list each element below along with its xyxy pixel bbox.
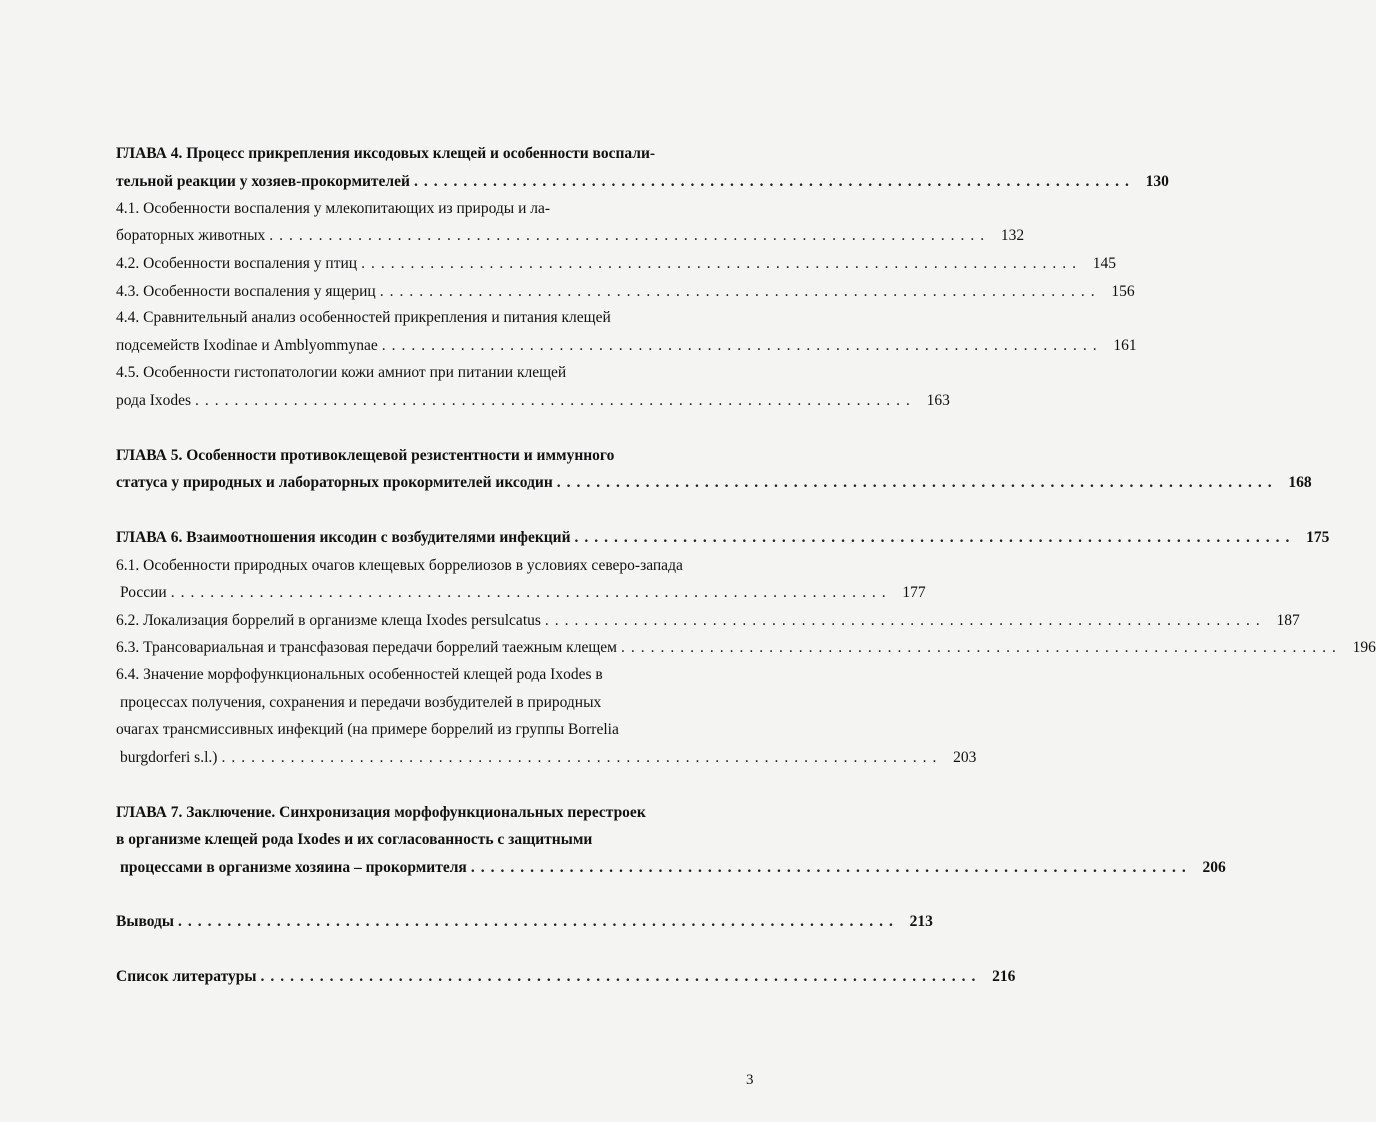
item-4-5-page: 163 [926,392,950,409]
leader-dots: ......................................................................... [177,913,899,930]
ch7-title-line2: в организме клещей рода Ixodes и их согласованность с защитными [116,831,593,848]
leader-dots: ......................................................................... [170,584,892,601]
item-6-1-line1: 6.1. Особенности природных очагов клещевых боррелиозов в условиях северо-запада [116,557,683,574]
item-4-4-page: 161 [1113,337,1137,354]
ch4-title-line2 [116,172,1169,192]
leader-dots: ......................................................................... [620,639,1342,656]
leader-dots: ......................................................................... [413,173,1135,190]
leader-dots: ......................................................................... [574,529,1296,546]
leader-dots: ......................................................................... [361,255,1082,272]
leader-dots: ......................................................................... [556,474,1278,491]
ch4-page: 130 [1145,173,1169,190]
item-4-2-page: 145 [1092,255,1116,272]
item-6-2-page: 187 [1276,612,1300,629]
item-4-4-line2: подсемейств Ixodinae и Amblyommynae ......................................................................... 161 [116,337,1137,354]
leader-dots: ......................................................................... [379,283,1101,300]
item-4-1-line2: бораторных животных ......................................................................... 132 [116,227,1025,244]
ch6-title: ГЛАВА 6. Взаимоотношения иксодин с возбудителями инфекций ......................................................................... 175 [116,529,1330,546]
ch5-title-line2: статуса у природных и лабораторных прокормителей иксодин ......................................................................... 168 [116,474,1312,491]
conclusions-page: 213 [909,913,933,930]
ch5-title-line1: ГЛАВА 5. Особенности противоклещевой резистентности и иммунного [116,447,615,464]
item-6-4-line2: процессах получения, сохранения и передачи возбудителей в природных [120,694,602,711]
item-4-2: 4.2. Особенности воспаления у птиц ......................................................................... 145 [116,255,1116,272]
leader-dots: ......................................................................... [544,612,1266,629]
leader-dots: ......................................................................... [221,749,943,766]
item-4-3-page: 156 [1111,283,1135,300]
references-page: 216 [992,968,1016,985]
item-6-3: 6.3. Трансовариальная и трансфазовая передачи боррелий таежным клещем ......................................................................... 196 [116,639,1376,656]
item-4-1-page: 132 [1000,227,1025,244]
ch4-title-text: тельной реакции у хозяев-прокормителей [116,173,410,190]
item-6-1-page: 177 [902,584,926,601]
item-4-1-line1: 4.1. Особенности воспаления у млекопитающих из природы и ла- [116,200,551,217]
item-6-4-line3: очагах трансмиссивных инфекций (на примере боррелий из группы Borrelia [116,721,619,738]
conclusions: Выводы ......................................................................... 213 [116,913,933,930]
item-4-3: 4.3. Особенности воспаления у ящериц ......................................................................... 156 [116,283,1135,300]
item-6-1-line2: России ......................................................................... 177 [120,584,926,601]
ch6-page: 175 [1306,529,1330,546]
leader-dots: ......................................................................... [195,392,916,409]
ch7-title-line3: процессами в организме хозяина – прокормителя ......................................................................... 206 [120,859,1226,876]
references: Список литературы ......................................................................... 216 [116,968,1016,985]
item-6-4-line1: 6.4. Значение морфофункциональных особенностей клещей рода Ixodes в [116,666,603,683]
item-6-4-line4: burgdorferi s.l.) ......................................................................... 203 [120,749,977,766]
ch7-page: 206 [1202,859,1226,876]
ch5-page: 168 [1288,474,1312,491]
ch4-title-line1: ГЛАВА 4. Процесс прикрепления иксодовых клещей и особенности воспали- [116,145,656,162]
ch7-title-line1: ГЛАВА 7. Заключение. Синхронизация морфофункциональных перестроек [116,804,646,821]
leader-dots: ......................................................................... [260,968,982,985]
page-number: 3 [746,1072,754,1088]
item-6-4-page: 203 [953,749,977,766]
item-6-2: 6.2. Локализация боррелий в организме клеща Ixodes persulcatus ......................................................................... 187 [116,612,1300,629]
leader-dots: ......................................................................... [269,227,991,244]
item-6-3-page: 196 [1352,639,1376,656]
leader-dots: ......................................................................... [470,859,1192,876]
leader-dots: ......................................................................... [381,337,1103,354]
item-4-4-line1: 4.4. Сравнительный анализ особенностей прикрепления и питания клещей [116,309,611,326]
item-4-5-line2: рода Ixodes ......................................................................... 163 [116,392,950,409]
item-4-5-line1: 4.5. Особенности гистопатологии кожи амниот при питании клещей [116,364,567,381]
